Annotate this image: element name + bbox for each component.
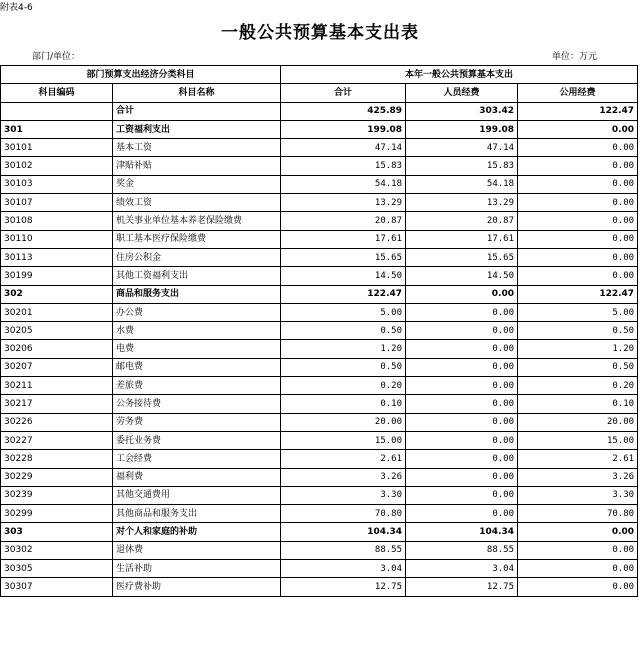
cell-total: 425.89 (281, 102, 406, 120)
cell-name: 机关事业单位基本养老保险缴费 (113, 212, 281, 230)
cell-total: 1.20 (281, 340, 406, 358)
cell-name: 住房公积金 (113, 248, 281, 266)
cell-total: 104.34 (281, 523, 406, 541)
cell-code: 30302 (1, 541, 113, 559)
cell-personnel: 0.00 (406, 322, 518, 340)
header-public: 公用经费 (518, 84, 638, 102)
cell-name: 其他商品和服务支出 (113, 505, 281, 523)
table-row (1, 431, 638, 449)
cell-code: 30227 (1, 431, 113, 449)
cell-code: 30229 (1, 468, 113, 486)
cell-total: 3.04 (281, 560, 406, 578)
cell-personnel: 0.00 (406, 285, 518, 303)
cell-name: 商品和服务支出 (113, 285, 281, 303)
header-code: 科目编码 (1, 84, 113, 102)
cell-total: 199.08 (281, 120, 406, 138)
cell-total: 3.26 (281, 468, 406, 486)
annex-label: 附表4-6 (0, 3, 33, 13)
cell-total: 20.00 (281, 413, 406, 431)
cell-public: 0.00 (518, 230, 638, 248)
table-row (1, 267, 638, 285)
cell-name: 奖金 (113, 175, 281, 193)
cell-code: 30228 (1, 450, 113, 468)
cell-code: 30113 (1, 248, 113, 266)
cell-code: 30206 (1, 340, 113, 358)
table-row (1, 194, 638, 212)
table-row (1, 413, 638, 431)
cell-total: 20.87 (281, 212, 406, 230)
cell-personnel: 3.04 (406, 560, 518, 578)
cell-personnel: 17.61 (406, 230, 518, 248)
cell-name: 委托业务费 (113, 431, 281, 449)
table-row (1, 468, 638, 486)
cell-personnel: 47.14 (406, 139, 518, 157)
cell-code: 30307 (1, 578, 113, 596)
cell-total: 13.29 (281, 194, 406, 212)
cell-public: 0.00 (518, 560, 638, 578)
header-personnel: 人员经费 (406, 84, 518, 102)
cell-code: 301 (1, 120, 113, 138)
cell-name: 合计 (113, 102, 281, 120)
cell-personnel: 303.42 (406, 102, 518, 120)
cell-name: 福利费 (113, 468, 281, 486)
table-row (1, 578, 638, 596)
cell-code: 30239 (1, 486, 113, 504)
table-row (1, 175, 638, 193)
cell-name: 基本工资 (113, 139, 281, 157)
cell-code: 30107 (1, 194, 113, 212)
cell-code: 30207 (1, 358, 113, 376)
table-row (1, 560, 638, 578)
cell-public: 122.47 (518, 102, 638, 120)
cell-total: 5.00 (281, 303, 406, 321)
table-row (1, 139, 638, 157)
cell-code: 30101 (1, 139, 113, 157)
table-row (1, 102, 638, 120)
cell-public: 15.00 (518, 431, 638, 449)
table-row (1, 505, 638, 523)
cell-public: 0.20 (518, 377, 638, 395)
cell-public: 0.00 (518, 157, 638, 175)
cell-name: 劳务费 (113, 413, 281, 431)
cell-name: 医疗费补助 (113, 578, 281, 596)
cell-public: 0.00 (518, 194, 638, 212)
cell-total: 0.50 (281, 322, 406, 340)
cell-total: 0.10 (281, 395, 406, 413)
cell-personnel: 14.50 (406, 267, 518, 285)
cell-public: 0.00 (518, 139, 638, 157)
cell-name: 公务接待费 (113, 395, 281, 413)
cell-code: 30199 (1, 267, 113, 285)
cell-code: 30102 (1, 157, 113, 175)
cell-total: 15.00 (281, 431, 406, 449)
cell-code: 30217 (1, 395, 113, 413)
cell-code: 30211 (1, 377, 113, 395)
cell-personnel: 0.00 (406, 340, 518, 358)
cell-public: 0.50 (518, 358, 638, 376)
table-column-header-row (1, 84, 638, 102)
cell-code: 30110 (1, 230, 113, 248)
cell-public: 2.61 (518, 450, 638, 468)
cell-public: 0.00 (518, 248, 638, 266)
table-row (1, 230, 638, 248)
cell-code (1, 102, 113, 120)
table-row (1, 486, 638, 504)
cell-public: 0.00 (518, 175, 638, 193)
cell-personnel: 0.00 (406, 395, 518, 413)
cell-personnel: 0.00 (406, 431, 518, 449)
page-title: 一般公共预算基本支出表 (221, 23, 419, 43)
cell-total: 47.14 (281, 139, 406, 157)
cell-personnel: 88.55 (406, 541, 518, 559)
table-row (1, 303, 638, 321)
cell-total: 12.75 (281, 578, 406, 596)
cell-personnel: 15.65 (406, 248, 518, 266)
table-row (1, 120, 638, 138)
table-row (1, 285, 638, 303)
cell-name: 电费 (113, 340, 281, 358)
cell-personnel: 0.00 (406, 303, 518, 321)
cell-name: 对个人和家庭的补助 (113, 523, 281, 541)
cell-name: 职工基本医疗保险缴费 (113, 230, 281, 248)
cell-public: 5.00 (518, 303, 638, 321)
cell-public: 0.10 (518, 395, 638, 413)
cell-total: 3.30 (281, 486, 406, 504)
cell-code: 302 (1, 285, 113, 303)
cell-name: 生活补助 (113, 560, 281, 578)
cell-public: 3.30 (518, 486, 638, 504)
cell-personnel: 0.00 (406, 486, 518, 504)
table-row (1, 395, 638, 413)
cell-name: 其他工资福利支出 (113, 267, 281, 285)
cell-personnel: 0.00 (406, 468, 518, 486)
cell-code: 30201 (1, 303, 113, 321)
cell-name: 邮电费 (113, 358, 281, 376)
table-row (1, 248, 638, 266)
cell-personnel: 0.00 (406, 505, 518, 523)
cell-personnel: 54.18 (406, 175, 518, 193)
cell-code: 303 (1, 523, 113, 541)
cell-code: 30299 (1, 505, 113, 523)
cell-name: 其他交通费用 (113, 486, 281, 504)
unit-label: 单位：万元 (552, 52, 598, 62)
cell-name: 办公费 (113, 303, 281, 321)
cell-total: 2.61 (281, 450, 406, 468)
cell-public: 0.00 (518, 578, 638, 596)
cell-total: 122.47 (281, 285, 406, 303)
table-row (1, 377, 638, 395)
cell-public: 0.00 (518, 212, 638, 230)
cell-name: 工会经费 (113, 450, 281, 468)
cell-total: 88.55 (281, 541, 406, 559)
cell-personnel: 0.00 (406, 377, 518, 395)
table-row (1, 322, 638, 340)
cell-public: 122.47 (518, 285, 638, 303)
table-row (1, 450, 638, 468)
cell-total: 17.61 (281, 230, 406, 248)
cell-code: 30226 (1, 413, 113, 431)
cell-public: 70.80 (518, 505, 638, 523)
table-group-header-row (1, 66, 638, 84)
cell-public: 0.00 (518, 541, 638, 559)
table-row (1, 212, 638, 230)
cell-name: 差旅费 (113, 377, 281, 395)
cell-total: 14.50 (281, 267, 406, 285)
cell-code: 30108 (1, 212, 113, 230)
cell-code: 30305 (1, 560, 113, 578)
table-row (1, 541, 638, 559)
cell-personnel: 0.00 (406, 450, 518, 468)
table-row (1, 358, 638, 376)
cell-code: 30205 (1, 322, 113, 340)
cell-public: 0.50 (518, 322, 638, 340)
cell-personnel: 15.83 (406, 157, 518, 175)
cell-total: 70.80 (281, 505, 406, 523)
cell-total: 54.18 (281, 175, 406, 193)
cell-personnel: 13.29 (406, 194, 518, 212)
header-name: 科目名称 (113, 84, 281, 102)
cell-public: 0.00 (518, 267, 638, 285)
header-total: 合计 (281, 84, 406, 102)
cell-public: 1.20 (518, 340, 638, 358)
cell-code: 30103 (1, 175, 113, 193)
header-right-group: 本年一般公共预算基本支出 (281, 66, 638, 84)
cell-personnel: 104.34 (406, 523, 518, 541)
cell-personnel: 0.00 (406, 358, 518, 376)
cell-personnel: 0.00 (406, 413, 518, 431)
cell-total: 0.50 (281, 358, 406, 376)
table-row (1, 340, 638, 358)
cell-personnel: 20.87 (406, 212, 518, 230)
cell-public: 0.00 (518, 120, 638, 138)
cell-public: 0.00 (518, 523, 638, 541)
cell-personnel: 12.75 (406, 578, 518, 596)
cell-name: 退休费 (113, 541, 281, 559)
cell-total: 15.83 (281, 157, 406, 175)
cell-personnel: 199.08 (406, 120, 518, 138)
cell-name: 工资福利支出 (113, 120, 281, 138)
cell-total: 0.20 (281, 377, 406, 395)
cell-public: 20.00 (518, 413, 638, 431)
cell-name: 津贴补贴 (113, 157, 281, 175)
department-label: 部门/单位： (32, 52, 81, 62)
cell-public: 3.26 (518, 468, 638, 486)
cell-name: 绩效工资 (113, 194, 281, 212)
expenditure-table (0, 65, 638, 597)
table-row (1, 523, 638, 541)
table-row (1, 157, 638, 175)
cell-name: 水费 (113, 322, 281, 340)
cell-total: 15.65 (281, 248, 406, 266)
header-left-group: 部门预算支出经济分类科目 (1, 66, 281, 84)
